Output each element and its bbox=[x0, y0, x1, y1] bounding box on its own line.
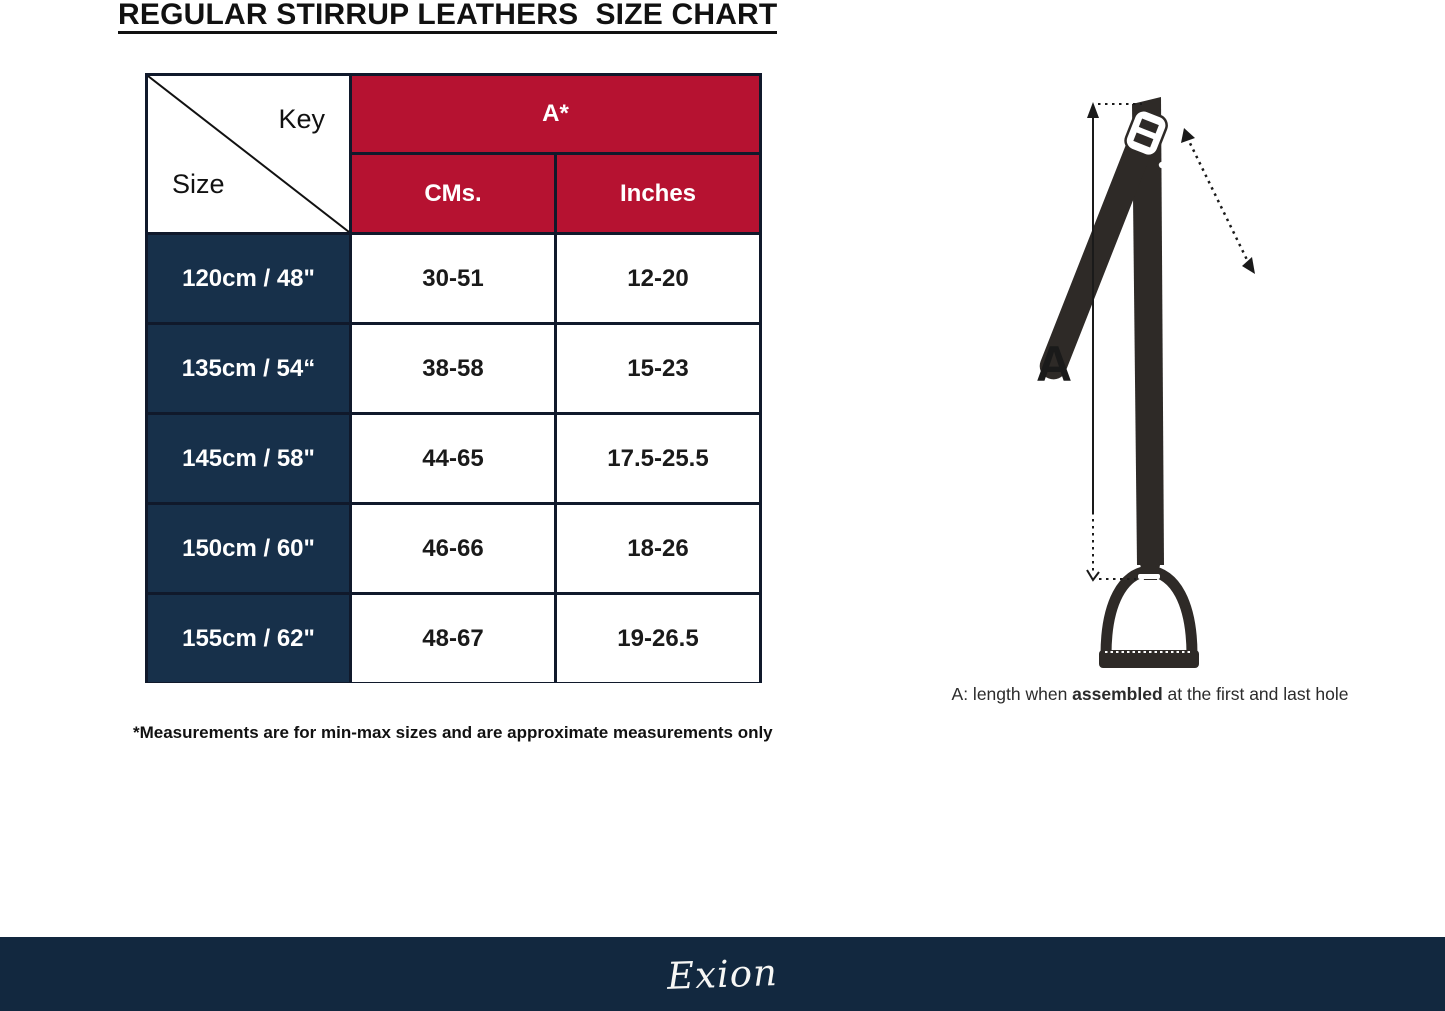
caption-prefix: A: length when bbox=[951, 684, 1073, 704]
corner-size-label: Size bbox=[172, 169, 225, 199]
dimension-label-a: A bbox=[1036, 336, 1073, 392]
footer-band bbox=[0, 937, 1445, 1011]
row-size-label: 150cm / 60" bbox=[148, 505, 349, 592]
row-cms-value: 44-65 bbox=[352, 415, 554, 502]
stirrup-leather-diagram bbox=[1000, 60, 1400, 685]
row-cms-value: 48-67 bbox=[352, 595, 554, 682]
column-group-header-a: A* bbox=[352, 76, 759, 152]
row-inches-value: 12-20 bbox=[557, 235, 759, 322]
row-size-label: 155cm / 62" bbox=[148, 595, 349, 682]
caption-bold: assembled bbox=[1072, 684, 1163, 704]
row-inches-value: 17.5-25.5 bbox=[557, 415, 759, 502]
brand-logo: Exion bbox=[666, 950, 779, 998]
column-header-inches: Inches bbox=[557, 155, 759, 232]
corner-key-label: Key bbox=[278, 104, 325, 134]
row-cms-value: 46-66 bbox=[352, 505, 554, 592]
row-inches-value: 18-26 bbox=[557, 505, 759, 592]
size-table bbox=[145, 73, 762, 683]
measurements-footnote: *Measurements are for min-max sizes and are approximate measurements only bbox=[133, 723, 773, 742]
row-inches-value: 15-23 bbox=[557, 325, 759, 412]
row-cms-value: 30-51 bbox=[352, 235, 554, 322]
illustration-caption bbox=[930, 684, 1370, 705]
row-cms-value: 38-58 bbox=[352, 325, 554, 412]
row-inches-value: 19-26.5 bbox=[557, 595, 759, 682]
stirrup-iron bbox=[1099, 571, 1199, 668]
row-size-label: 120cm / 48" bbox=[148, 235, 349, 322]
diagonal-measure-arrow bbox=[1181, 128, 1255, 274]
row-size-label: 145cm / 58" bbox=[148, 415, 349, 502]
row-size-label: 135cm / 54“ bbox=[148, 325, 349, 412]
diagonal-divider bbox=[148, 76, 349, 232]
caption-suffix: at the first and last hole bbox=[1162, 684, 1349, 704]
column-header-cms: CMs. bbox=[352, 155, 554, 232]
table-corner-cell bbox=[148, 76, 349, 232]
page-title: REGULAR STIRRUP LEATHERS SIZE CHART bbox=[118, 0, 777, 34]
arrowhead-up bbox=[1087, 102, 1099, 118]
